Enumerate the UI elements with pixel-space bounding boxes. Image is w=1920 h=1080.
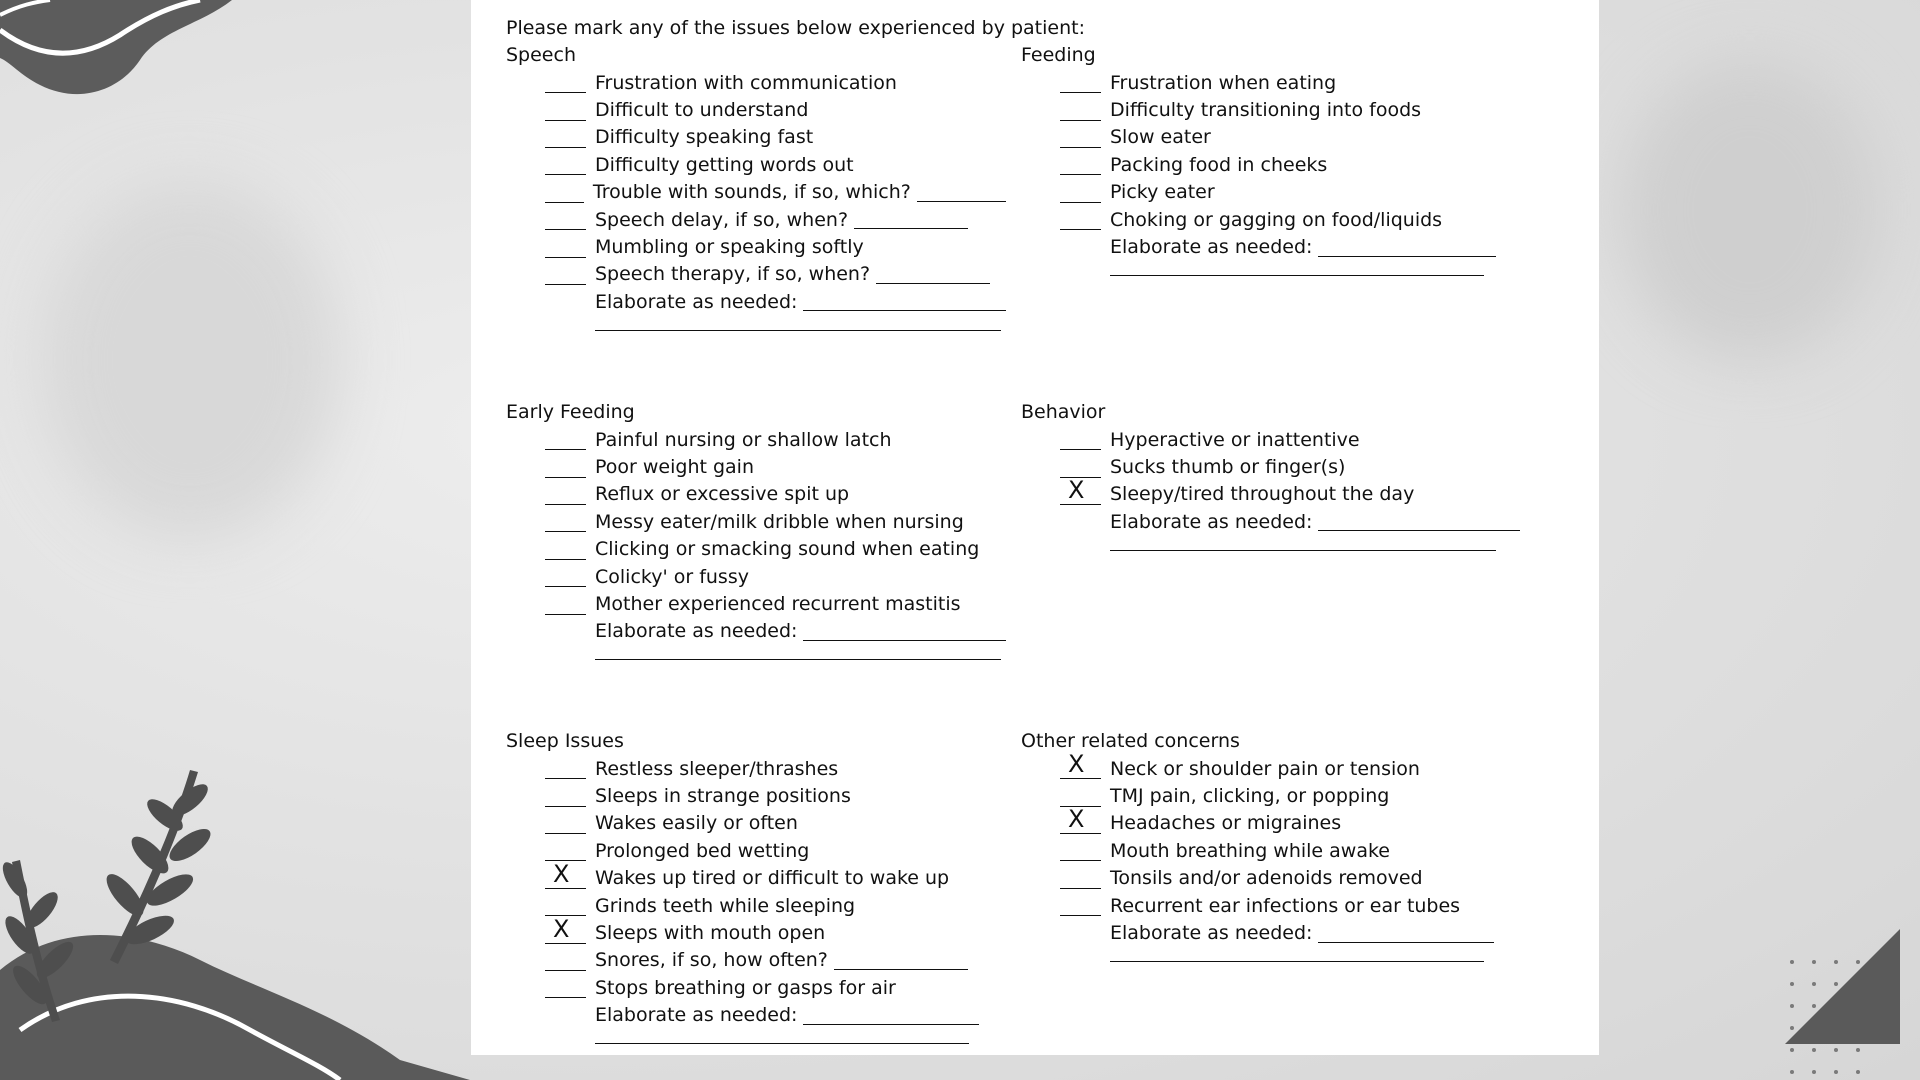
- elaborate-extra-line[interactable]: [595, 316, 1001, 331]
- checkbox-blank[interactable]: [545, 100, 586, 121]
- checklist-item: [1021, 426, 1521, 453]
- checkbox-blank[interactable]: [545, 429, 586, 450]
- checklist-item: [1021, 475, 1521, 508]
- section-title: Speech: [506, 44, 576, 66]
- elaborate-row: [1110, 919, 1521, 946]
- elaborate-label: Elaborate as needed:: [1110, 922, 1313, 945]
- item-label: Colicky' or fussy: [595, 565, 749, 588]
- item-label: Difficulty getting words out: [595, 153, 854, 176]
- elaborate-label: Elaborate as needed:: [1110, 236, 1313, 259]
- answer-line[interactable]: [834, 951, 968, 970]
- checkbox-blank[interactable]: [545, 72, 586, 93]
- item-label: Clicking or smacking sound when eating: [595, 538, 980, 561]
- section-early-feeding: [506, 399, 1006, 660]
- item-label: Reflux or excessive spit up: [595, 483, 850, 506]
- checkbox-blank[interactable]: [1060, 100, 1101, 121]
- item-label: Mother experienced recurrent mastitis: [595, 593, 961, 616]
- checkbox-blank[interactable]: [545, 182, 584, 203]
- answer-line[interactable]: [854, 210, 968, 229]
- checkbox-blank[interactable]: [545, 758, 586, 779]
- item-label: Snores, if so, how often?: [595, 949, 828, 972]
- bg-texture-blob: [1620, 60, 1880, 360]
- checkbox-blank[interactable]: [545, 786, 586, 807]
- elaborate-extra-line[interactable]: [595, 1029, 969, 1044]
- checklist-item: [1021, 124, 1521, 151]
- checkbox-blank[interactable]: [1060, 804, 1101, 834]
- form-title: Please mark any of the issues below experienced by patient:: [506, 17, 1085, 39]
- checklist-item: [1021, 804, 1521, 837]
- checkbox-blank[interactable]: [1060, 840, 1101, 861]
- item-label: Prolonged bed wetting: [595, 839, 810, 862]
- item-label: Sleeps with mouth open: [595, 922, 826, 945]
- item-label: Choking or gagging on food/liquids: [1110, 208, 1443, 231]
- item-label: Grinds teeth while sleeping: [595, 894, 856, 917]
- elaborate-line[interactable]: [803, 292, 1006, 311]
- section-other-concerns: [1021, 728, 1521, 962]
- checklist-item: [1021, 750, 1521, 782]
- checklist-item: [1021, 96, 1521, 123]
- checklist-item: [1021, 179, 1521, 206]
- checkbox-blank[interactable]: [1060, 868, 1101, 889]
- checklist-item: [506, 481, 1006, 508]
- checklist-item: [506, 782, 1006, 809]
- checklist-item: [506, 892, 1006, 919]
- checkbox-blank[interactable]: [1060, 457, 1101, 478]
- checkbox-blank[interactable]: [1060, 154, 1101, 175]
- checkbox-blank[interactable]: [545, 484, 586, 505]
- item-label: Headaches or migraines: [1110, 812, 1342, 835]
- checklist-item: [506, 947, 1006, 974]
- item-label: Wakes up tired or difficult to wake up: [595, 867, 950, 890]
- elaborate-row: [595, 288, 1006, 315]
- item-label: Sleeps in strange positions: [595, 785, 851, 808]
- checklist-item: [1021, 206, 1521, 233]
- checkbox-blank[interactable]: [1060, 750, 1101, 779]
- item-label: Speech therapy, if so, when?: [595, 263, 871, 286]
- checklist-item: [1021, 837, 1521, 864]
- elaborate-extra-line[interactable]: [1110, 947, 1484, 962]
- bottom-left-leaf-decoration: [0, 760, 470, 1080]
- checklist-item: [506, 206, 1006, 233]
- checklist-item: [506, 837, 1006, 864]
- item-label: Hyperactive or inattentive: [1110, 428, 1360, 451]
- section-feeding: [1021, 42, 1521, 276]
- item-label: Packing food in cheeks: [1110, 153, 1328, 176]
- checkbox-blank[interactable]: [545, 594, 586, 615]
- checkbox-blank[interactable]: [1060, 429, 1101, 450]
- checklist-item: [506, 69, 1006, 96]
- checklist-item: [1021, 453, 1521, 480]
- checkbox-blank[interactable]: [1060, 182, 1101, 203]
- checkbox-blank[interactable]: [545, 511, 586, 532]
- checkbox-blank[interactable]: [1060, 475, 1101, 505]
- elaborate-row: [1110, 508, 1521, 535]
- elaborate-line[interactable]: [803, 622, 1006, 641]
- checklist-item: [1021, 151, 1521, 178]
- elaborate-row: [595, 1002, 1006, 1029]
- checkbox-blank[interactable]: [545, 914, 586, 944]
- elaborate-extra-line[interactable]: [1110, 536, 1496, 551]
- checkbox-blank[interactable]: [545, 977, 586, 998]
- elaborate-line[interactable]: [1318, 924, 1494, 943]
- checklist-item: [506, 151, 1006, 178]
- section-speech: [506, 42, 1006, 331]
- item-label: Slow eater: [1110, 126, 1211, 149]
- checklist-item: [506, 974, 1006, 1001]
- checklist-item: [506, 426, 1006, 453]
- checklist-item: [1021, 892, 1521, 919]
- checklist-item: [506, 508, 1006, 535]
- item-label: Restless sleeper/thrashes: [595, 757, 839, 780]
- answer-line[interactable]: [876, 265, 990, 284]
- checklist-item: [1021, 782, 1521, 809]
- elaborate-row: [1110, 233, 1521, 260]
- corner-triangle-decoration: [1785, 929, 1900, 1044]
- elaborate-line[interactable]: [1318, 512, 1520, 531]
- item-label: Frustration with communication: [595, 71, 897, 94]
- checkbox-blank[interactable]: [1060, 786, 1101, 807]
- checkbox-blank[interactable]: [545, 566, 586, 587]
- section-title: Behavior: [1021, 401, 1106, 423]
- elaborate-line[interactable]: [803, 1006, 979, 1025]
- item-label: Trouble with sounds, if so, which?: [592, 181, 911, 204]
- checklist-item: [506, 536, 1006, 563]
- section-title: Sleep Issues: [506, 730, 624, 752]
- item-label: Difficulty speaking fast: [595, 126, 814, 149]
- checklist-item: [506, 179, 1006, 206]
- checklist-item: [506, 914, 1006, 946]
- section-title: Early Feeding: [506, 401, 635, 423]
- top-left-wave-decoration: [0, 0, 240, 110]
- checkbox-blank[interactable]: [1060, 209, 1101, 230]
- checkbox-blank[interactable]: [545, 209, 586, 230]
- item-label: Neck or shoulder pain or tension: [1110, 757, 1420, 780]
- checkbox-blank[interactable]: [545, 127, 586, 148]
- checkbox-blank[interactable]: [545, 813, 586, 834]
- item-label: TMJ pain, clicking, or popping: [1110, 785, 1390, 808]
- checkbox-blank[interactable]: [545, 895, 586, 916]
- checkbox-blank[interactable]: [1060, 895, 1101, 916]
- item-label: Difficulty transitioning into foods: [1110, 99, 1422, 122]
- checkbox-blank[interactable]: [545, 264, 586, 285]
- checkmark-x: X: [553, 859, 570, 888]
- checklist-item: [506, 859, 1006, 892]
- form-sheet: [471, 0, 1599, 1055]
- checklist-item: [506, 453, 1006, 480]
- checkmark-x: X: [553, 914, 570, 943]
- checklist-item: [506, 755, 1006, 782]
- section-title: Feeding: [1021, 44, 1096, 66]
- item-label: Messy eater/milk dribble when nursing: [595, 510, 964, 533]
- checkbox-blank[interactable]: [545, 154, 586, 175]
- bg-texture-blob: [40, 180, 340, 540]
- checkbox-blank[interactable]: [545, 237, 586, 258]
- elaborate-label: Elaborate as needed:: [595, 620, 798, 643]
- item-label: Stops breathing or gasps for air: [595, 976, 896, 999]
- answer-line[interactable]: [917, 183, 1006, 202]
- item-label: Wakes easily or often: [595, 812, 798, 835]
- checklist-item: [506, 590, 1006, 617]
- elaborate-line[interactable]: [1318, 238, 1496, 257]
- checkbox-blank[interactable]: [545, 950, 586, 971]
- checkbox-blank[interactable]: [545, 457, 586, 478]
- checklist-item: [506, 124, 1006, 151]
- elaborate-label: Elaborate as needed:: [595, 290, 798, 313]
- checkmark-x: X: [1068, 475, 1085, 504]
- checkbox-blank[interactable]: [545, 859, 586, 889]
- item-label: Mouth breathing while awake: [1110, 839, 1390, 862]
- item-label: Sleepy/tired throughout the day: [1110, 483, 1415, 506]
- checkbox-blank[interactable]: [545, 539, 586, 560]
- item-label: Speech delay, if so, when?: [595, 208, 849, 231]
- checklist-item: [506, 96, 1006, 123]
- checklist-item: [506, 563, 1006, 590]
- checkbox-blank[interactable]: [545, 840, 586, 861]
- item-label: Recurrent ear infections or ear tubes: [1110, 894, 1461, 917]
- checklist-item: [506, 810, 1006, 837]
- section-sleep-issues: [506, 728, 1006, 1044]
- item-label: Tonsils and/or adenoids removed: [1110, 867, 1423, 890]
- item-label: Sucks thumb or finger(s): [1110, 456, 1346, 479]
- elaborate-row: [595, 618, 1006, 645]
- item-label: Mumbling or speaking softly: [595, 236, 864, 259]
- checklist-item: [506, 261, 1006, 288]
- elaborate-extra-line[interactable]: [1110, 261, 1484, 276]
- item-label: Poor weight gain: [595, 456, 755, 479]
- checkbox-blank[interactable]: [1060, 127, 1101, 148]
- section-behavior: [1021, 399, 1521, 551]
- elaborate-label: Elaborate as needed:: [595, 1004, 798, 1027]
- checkbox-blank[interactable]: [1060, 72, 1101, 93]
- elaborate-extra-line[interactable]: [595, 645, 1001, 660]
- item-label: Difficult to understand: [595, 99, 809, 122]
- checkmark-x: X: [1068, 804, 1085, 833]
- section-title: Other related concerns: [1021, 730, 1240, 752]
- item-label: Painful nursing or shallow latch: [595, 428, 892, 451]
- elaborate-label: Elaborate as needed:: [1110, 510, 1313, 533]
- item-label: Frustration when eating: [1110, 71, 1337, 94]
- checklist-item: [1021, 69, 1521, 96]
- checklist-item: [506, 233, 1006, 260]
- item-label: Picky eater: [1110, 181, 1215, 204]
- checklist-item: [1021, 865, 1521, 892]
- checkmark-x: X: [1068, 750, 1085, 779]
